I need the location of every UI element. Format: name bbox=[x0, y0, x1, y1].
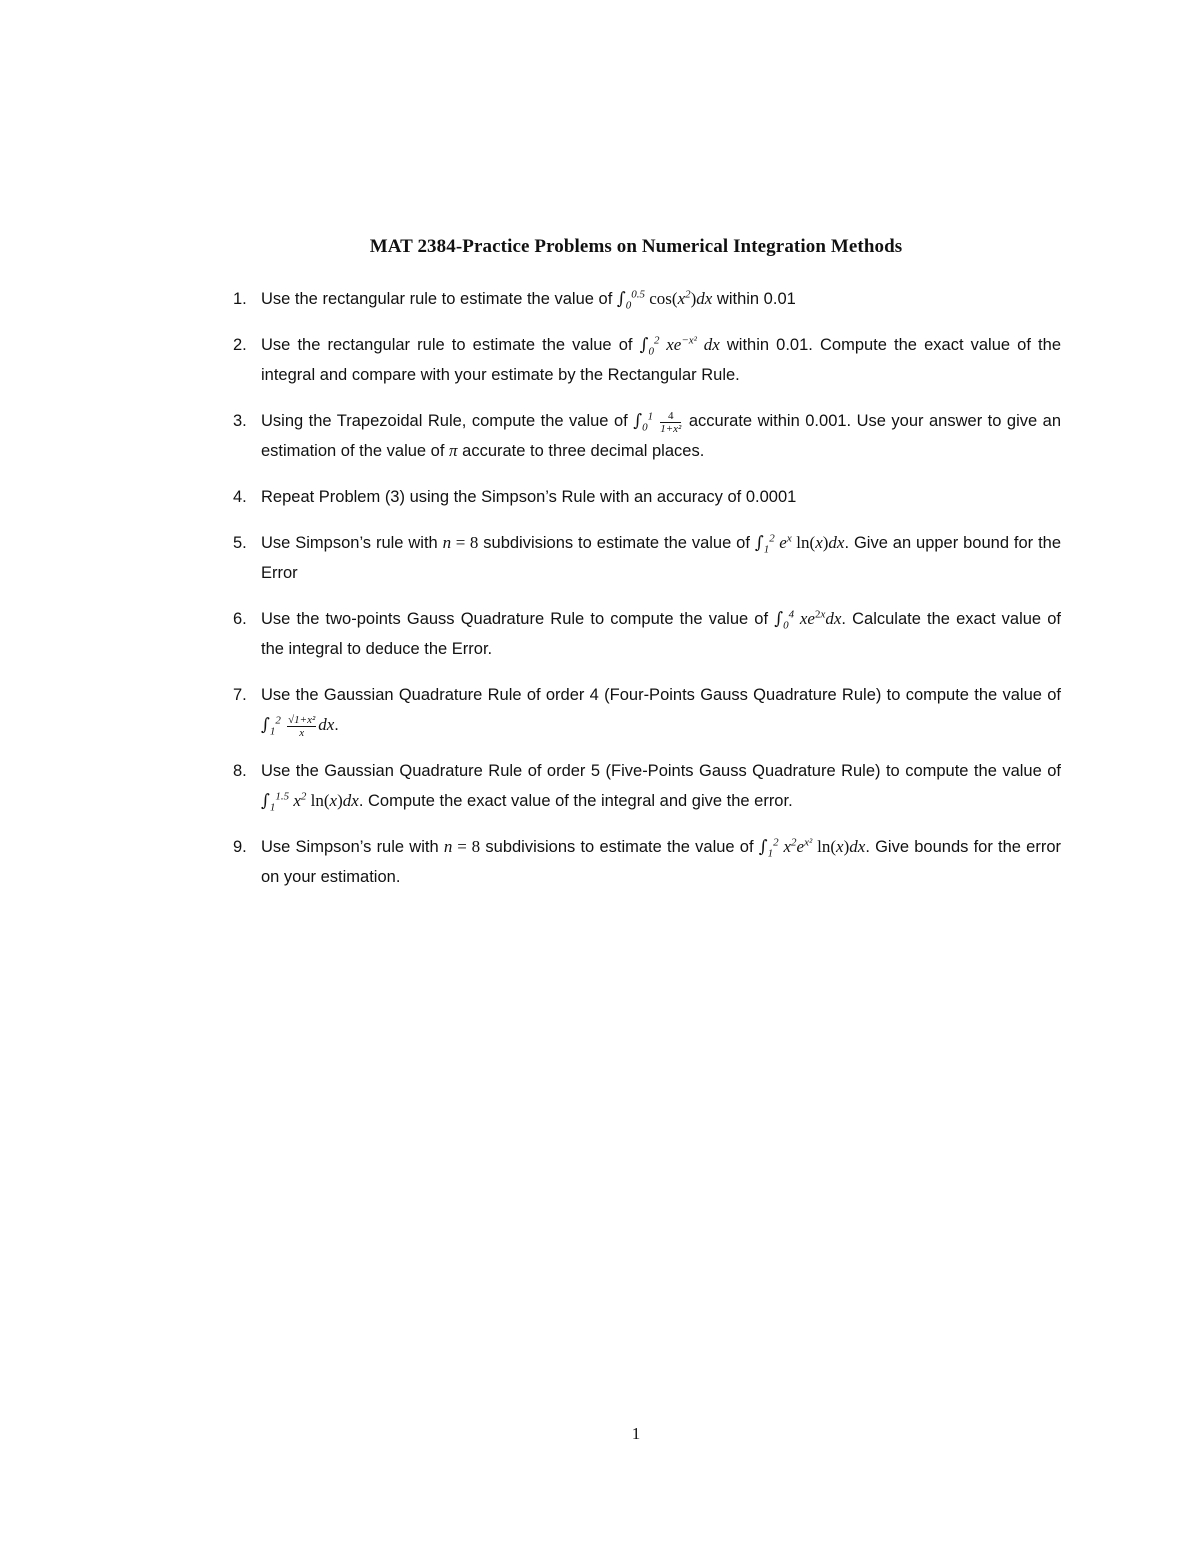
problem-text: subdivisions to estimate the value of bbox=[480, 838, 759, 856]
n-equals-expression: n = 8 bbox=[443, 837, 481, 856]
problem-4 bbox=[233, 482, 1061, 512]
problem-number: 9. bbox=[233, 838, 247, 856]
problem-text: . Give bounds for the error on your estimation. bbox=[261, 838, 1062, 886]
problem-text: . bbox=[334, 716, 339, 734]
problem-text: Use the Gaussian Quadrature Rule of order 4 (Four-Points Gauss Quadrature Rule) to compute the value of bbox=[261, 686, 1061, 704]
integral-expression: $\int_1^2$ $x^2e^{x^2}$ ln(x)dx bbox=[758, 836, 866, 860]
problem-text: Use the Gaussian Quadrature Rule of order 5 (Five-Points Gauss Quadrature Rule) to compute the value of bbox=[261, 762, 1061, 780]
page-title: MAT 2384-Practice Problems on Numerical Integration Methods bbox=[369, 236, 903, 257]
problem-6 bbox=[233, 604, 1061, 664]
problem-text: Use Simpson’s rule with bbox=[261, 838, 444, 856]
problem-number: 8. bbox=[233, 762, 247, 780]
integral-expression: $\int_1^{1.5}$ $x^2$ ln(x)dx bbox=[261, 790, 359, 814]
problem-7 bbox=[233, 680, 1061, 740]
integral-expression: $\int_0^4$ $xe^{2x}dx$ bbox=[774, 608, 842, 632]
problem-2 bbox=[233, 330, 1061, 390]
problem-number: 7. bbox=[233, 686, 247, 704]
problem-number: 1. bbox=[233, 290, 247, 308]
problem-text: . Compute the exact value of the integral and give the error. bbox=[358, 792, 793, 810]
problem-text: . Give an upper bound for the Error bbox=[261, 534, 1062, 582]
integral-expression: $\int_1^2$ $\frac{\text{√1+x²}}{x}$ dx bbox=[261, 713, 335, 739]
problem-3 bbox=[233, 406, 1061, 466]
problem-1 bbox=[233, 284, 1061, 314]
problem-number: 2. bbox=[233, 336, 247, 354]
problem-5 bbox=[233, 528, 1061, 588]
problem-text: . Calculate the exact value of the integral to deduce the Error. bbox=[261, 610, 1061, 658]
problem-text: Use the rectangular rule to estimate the value of bbox=[261, 336, 640, 354]
problem-text: accurate within 0.001. Use your answer to give an estimation of the value of bbox=[261, 412, 1062, 460]
problem-text: within 0.01 bbox=[712, 290, 796, 308]
problem-text: Use Simpson’s rule with bbox=[261, 534, 443, 552]
integral-expression: $\int_0^2$ $xe^{-x^2}$ dx bbox=[639, 334, 720, 358]
integral-expression: $\int_1^2$ $e^x$ ln(x)dx bbox=[754, 532, 845, 556]
page-number: 1 bbox=[631, 1424, 641, 1443]
problem-text: accurate to three decimal places. bbox=[457, 442, 705, 460]
problem-number: 6. bbox=[233, 610, 247, 628]
integral-expression: $\int_0^1$ $\frac{4}{\text{1+x²}}$ bbox=[633, 409, 682, 435]
problem-text: subdivisions to estimate the value of bbox=[478, 534, 755, 552]
problem-text: Using the Trapezoidal Rule, compute the value of bbox=[261, 412, 634, 430]
problem-number: 4. bbox=[233, 488, 247, 506]
integral-expression: $\int_0^{0.5}$ $\cos(x^2)dx$ bbox=[616, 288, 713, 312]
problem-list bbox=[233, 284, 1061, 908]
problem-text: Repeat Problem (3) using the Simpson’s Rule with an accuracy of 0.0001 bbox=[261, 488, 797, 506]
problem-number: 3. bbox=[233, 412, 247, 430]
problem-number: 5. bbox=[233, 534, 247, 552]
problem-9 bbox=[233, 832, 1061, 892]
problem-8 bbox=[233, 756, 1061, 816]
pi-symbol: π bbox=[449, 441, 458, 460]
problem-text: within 0.01. Compute the exact value of the integral and compare with your estimate by the Rectangular Rule. bbox=[261, 336, 1061, 384]
problem-text: Use the two-points Gauss Quadrature Rule to compute the value of bbox=[261, 610, 775, 628]
problem-text: Use the rectangular rule to estimate the value of bbox=[261, 290, 617, 308]
n-equals-expression: n = 8 bbox=[442, 533, 479, 552]
